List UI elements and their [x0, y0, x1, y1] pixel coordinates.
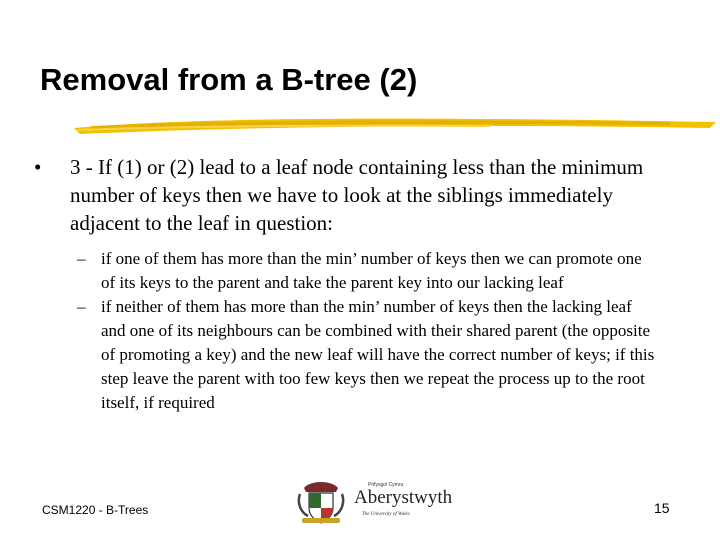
sub-bullet-mark: –	[77, 249, 86, 268]
sub-bullet-list	[34, 247, 657, 415]
sub-bullet-item	[77, 247, 657, 295]
title-underline-brushstroke	[70, 110, 720, 140]
slide-title: Removal from a B-tree (2)	[40, 62, 418, 97]
slide-body	[34, 153, 684, 415]
bullet-item	[34, 153, 684, 237]
university-logo	[296, 478, 453, 526]
logo-name: Aberystwyth	[354, 487, 453, 508]
bullet-text: 3 - If (1) or (2) lead to a leaf node containing less than the minimum number of keys then we have to look at the siblings immediately adjacent to the leaf in question:	[70, 155, 644, 235]
sub-bullet-mark: –	[77, 297, 86, 316]
logo-small-text: Prifysgol Cymru	[368, 482, 404, 488]
sub-bullet-text: if one of them has more than the min’ number of keys then we can promote one of its keys to the parent and take the parent key into our lacking leaf	[101, 249, 642, 292]
bullet-mark: •	[34, 155, 42, 179]
sub-bullet-text: if neither of them has more than the min’ number of keys then the lacking leaf and one of its neighbours can be combined with their shared parent (the opposite of promoting a key) and the new leaf will have the correct number of keys; if this step leave the parent with too few keys then we repeat the process up to the root itself, if required	[101, 297, 655, 412]
slide-page-number: 15	[654, 500, 670, 516]
footer-course-label: CSM1220 - B-Trees	[42, 503, 149, 517]
sub-bullet-item	[77, 295, 657, 415]
crest-icon	[296, 478, 346, 526]
logo-tagline: The University of Wales	[362, 512, 410, 517]
